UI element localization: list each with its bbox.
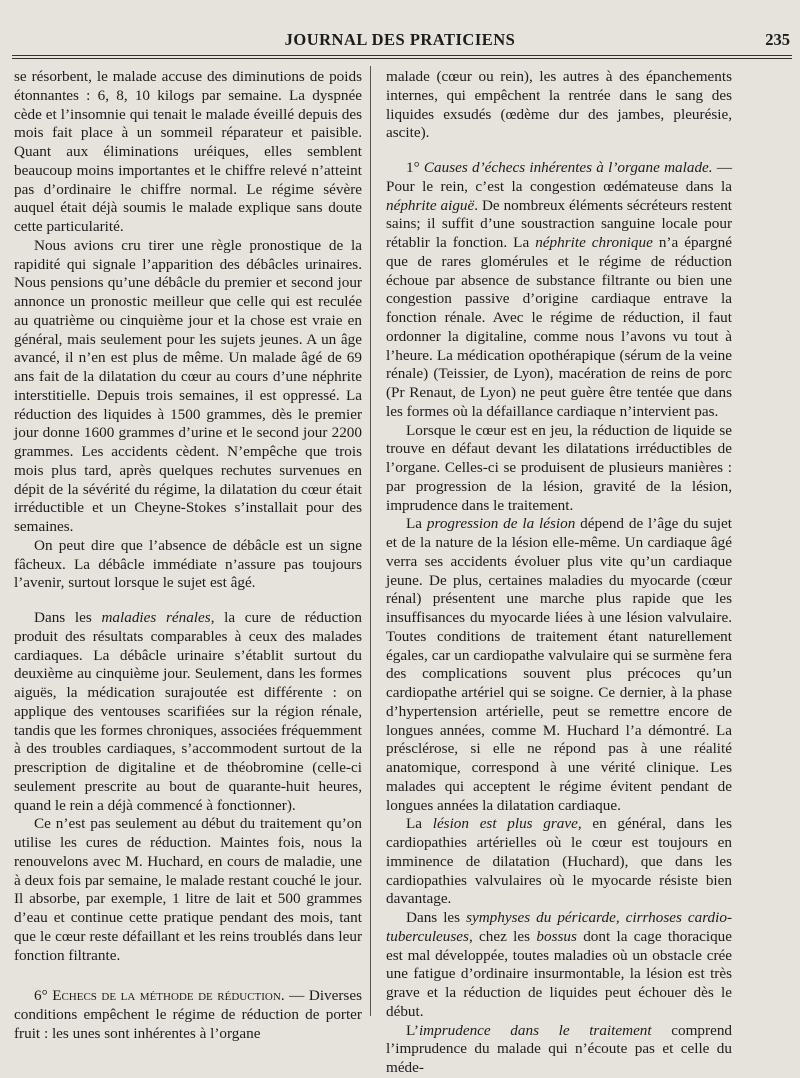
text-run: — Pour le rein, c’est la congestion œdémateuse dans la	[386, 159, 733, 195]
text-run: ,	[615, 909, 626, 926]
italic-term: cirrhoses cardio-tuberculeuses	[386, 909, 733, 945]
text-run: Dans les	[406, 909, 467, 926]
header-rule	[12, 55, 792, 56]
paragraph	[386, 515, 732, 815]
section-heading: Echecs de la méthode de réduction.	[52, 987, 285, 1005]
section-heading-paragraph	[14, 987, 362, 1043]
text-run: Dans les	[34, 609, 102, 626]
text-run: dont la cage thoracique est mal développée, toutes maladies où un obstacle crée une fatigue d’ordinaire insurmontable, la lésion est très grave et la réduction de liquides peut échouer dès le début.	[386, 927, 733, 1020]
text-run: L’	[406, 1021, 419, 1039]
paragraph: malade (cœur ou rein), les autres à des épanchements internes, qui empêchent la rentrée dans le sang des liquides exsudés (œdème dur des jambes, pleurésie, ascite).	[386, 68, 732, 142]
paragraph: On peut dire que l’absence de débâcle est un signe fâcheux. La débâcle immédiate n’assure pas toujours l’avenir, surtout lorsque le sujet est âgé.	[14, 536, 362, 592]
section-number: 6°	[34, 987, 53, 1005]
running-header	[0, 28, 800, 52]
header-rule-thin	[12, 58, 792, 59]
italic-term: néphrite aiguë	[386, 196, 475, 214]
text-run: , la cure de réduction produit des résultats comparables à ceux des malades cardiaques. La débâcle urinaire s’établit surtout du deuxième au cinquième jour. Seulement, dans les formes aiguës, la médication surajoutée est différente : on applique des ventouses scarifiées sur la région rénale, tandis que les formes chroniques, associées fréquemment à des troubles cardiaques, s’accommodent surtout de la prescription de digitaline et de théobromine (celle-ci seulement prescrite au bout de quarante-huit heures, quand le rein a déjà commencé à fonctionner).	[14, 609, 362, 814]
italic-term: maladies rénales	[101, 609, 211, 626]
column-divider	[370, 66, 371, 1016]
paragraph	[386, 1022, 732, 1078]
paragraph	[14, 609, 362, 815]
paragraph: Lorsque le cœur est en jeu, la réduction de liquide se trouve en défaut devant les dilatations irréductibles de l’organe. Celles-ci se produisent de plusieurs manières : par progression de la lésion, gravité de la lésion, imprudence dans le traitement.	[386, 421, 732, 514]
section-number: 1°	[406, 159, 424, 176]
text-run: , en général, dans les cardiopathies artérielles où le cœur est toujours en imminence de dilatation (Huchard), que dans les cardiopathies valvulaires où le myocarde résiste bien davantage.	[386, 815, 732, 908]
italic-heading: Causes d’échecs inhérentes à l’organe malade.	[423, 159, 713, 176]
text-run: — Diverses conditions empêchent le régime de réduction de porter fruit : les unes sont inhérentes à l’organe	[14, 987, 362, 1042]
italic-term: progression de la lésion	[426, 515, 576, 533]
paragraph	[386, 159, 732, 422]
paragraph: Ce n’est pas seulement au début du traitement qu’on utilise les cures de réduction. Maintes fois, nous la renouvelons avec M. Huchard, en cours de maladie, une à deux fois par semaine, le malade restant couché le jour. Il absorbe, par exemple, 1 litre de lait et 500 grammes d’eau et continue cette pratique pendant des mois, tant que le cœur reste défaillant et les reins troublés dans leur fonction filtrante.	[14, 815, 362, 964]
text-run: La	[406, 815, 433, 833]
text-run: La	[406, 515, 427, 533]
italic-term: imprudence dans le traitement	[418, 1021, 652, 1039]
journal-title: JOURNAL DES PRATICIENS	[284, 30, 516, 49]
paragraph	[386, 909, 732, 1022]
italic-term: bossus	[536, 927, 577, 945]
paragraph: se résorbent, le malade accuse des diminutions de poids étonnantes : 6, 8, 10 kilogs par semaine. La dyspnée cède et l’insomnie qui tenait le malade éveillé depuis des mois fait place à un sommeil réparateur et paisible. Quant aux éliminations uréiques, elles semblent beaucoup moins importantes et le chiffre relevé n’atteint pas d’ordinaire le chiffre normal. Le régime sévère auquel était déjà soumis le malade explique sans doute cette particularité.	[14, 68, 362, 235]
paragraph	[386, 815, 732, 909]
right-column	[386, 68, 732, 1078]
paragraph: Nous avions cru tirer une règle pronostique de la rapidité qui signale l’apparition des débâcles urinaires. Nous pensions qu’une débâcle du premier et second jour annonce un pronostic meilleur que celle qui est reculée au quatrième ou cinquième jour et la chose est vraie en général, mais seulement pour les sujets jeunes. A un âge avancé, il n’en est plus de même. Un malade âgé de 69 ans fait de la dilatation du cœur au cours d’une néphrite interstitielle. Depuis trois semaines, il est oppressé. La réduction des liquides à 1500 grammes, dès le premier jour donne 1600 grammes d’urine et le second jour 2200 grammes. Les accidents cèdent. N’empêche que trois mois plus tard, après quelques rechutes survenues en dépit de la sévérité du régime, la dilatation du cœur était irréductible et un Cheyne-Stokes s’installait pour des semaines.	[14, 236, 362, 535]
text-run: , chez les	[468, 927, 537, 945]
italic-term: lésion est plus grave	[432, 815, 578, 833]
italic-term: symphyses du péricarde	[466, 909, 616, 926]
text-run: comprend l’imprudence du malade qui n’écoute pas et celle du méde-	[386, 1021, 733, 1076]
text-run: n’a épargné que de rares glomérules et le régime de réduction échoue par absence de substance filtrante ou bien une congestion passive d’origine cardiaque entrave la fonction rénale. Avec le régime de réduction, il faut ordonner la digitaline, comme nous l’avons vu tout à l’heure. La médication opothérapique (sérum de la veine rénale) (Teissier, de Lyon), macération de reins de porc (Pr Renaut, de Lyon) ne peut guère être tentée que dans les formes où la défaillance cardiaque n’intervient pas.	[386, 234, 732, 420]
text-run: . De nombreux éléments sécréteurs restent sains; il suffit d’une soustraction sanguine locale pour rétablir la fonction. La	[386, 196, 733, 251]
italic-term: néphrite chronique	[535, 234, 653, 251]
page-number: 235	[765, 30, 790, 49]
text-run: dépend de l’âge du sujet et de la nature de la lésion elle-même. Un cardiaque âgé verra ses accidents évoluer plus vite qu’un cardiaque jeune. De plus, certaines maladies du myocarde (cœur rénal) présentent une marche plus rapide que les insuffisances du myocarde liées à une lésion valvulaire. Toutes conditions de traitement étant naturellement égales, car un cardiopathe valvulaire qui se surmène fera des complications souvent plus précoces qu’un cardiopathe artériel qui se soigne. Ce dernier, à la phase d’hypertension artérielle, peut se remettre encore de longues années, comme M. Huchard l’a démontré. La présclérose, si elle ne répond pas à une réalité anatomique, correspond à une vérité clinique. Les malades qui acceptent le régime évitent pendant de longues années la dilatation cardiaque.	[386, 515, 732, 814]
left-column	[14, 68, 362, 1044]
